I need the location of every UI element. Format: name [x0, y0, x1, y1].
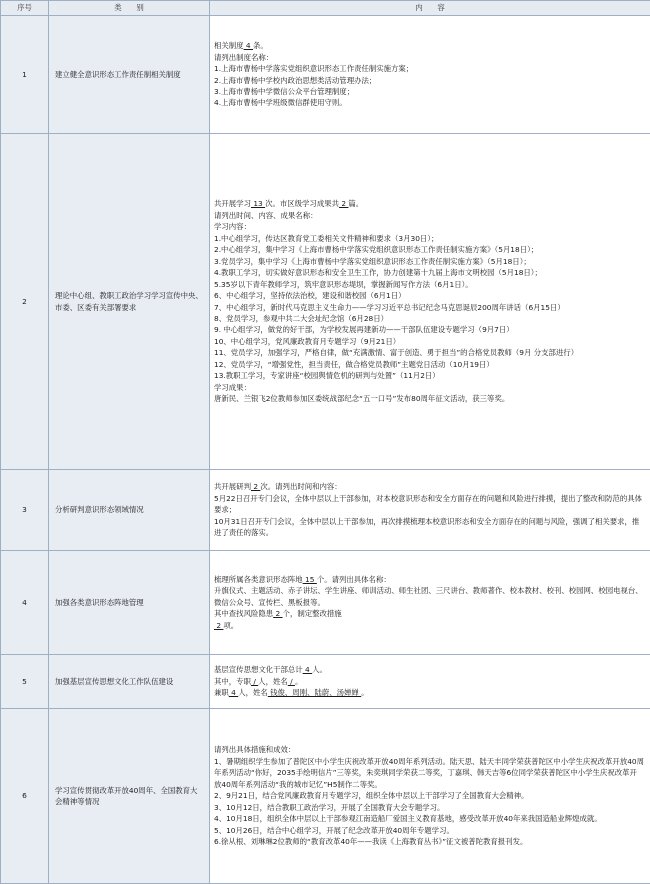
line-text: 梳理所属各类意识形态阵地	[214, 575, 303, 584]
content-line: 唐新民、兰银飞2位教师参加区委统战部纪念“五一口号”发布80周年征文活动，获三等奖。	[214, 393, 644, 404]
row-number: 4	[1, 551, 49, 655]
row-category: 分析研判意识形态领域情况	[49, 470, 210, 551]
line-text: 项。	[223, 621, 238, 630]
row-number: 1	[1, 16, 49, 134]
row-number: 5	[1, 655, 49, 709]
table-row	[1, 16, 650, 134]
line-text: 个。请列出具体名称：	[317, 575, 391, 584]
line-text: 人。	[312, 665, 327, 674]
content-line: 2、9月21日，结合党风廉政教育月专题学习，组织全体中层以上干部学习了全国教育大会精神。	[214, 790, 644, 801]
table-row	[1, 655, 650, 709]
table-row	[1, 470, 650, 551]
line-text: 共开展学习	[214, 199, 251, 208]
content-line: 3.党员学习，集中学习《上海市曹杨中学落实党组织意识形态工作责任制实施方案》（5月18日）；	[214, 256, 644, 267]
filled-value: 4	[229, 688, 238, 697]
filled-value: 钱俊、周刚、陆蔚、汤婵婵	[268, 688, 361, 697]
content-line	[214, 664, 644, 675]
table-row	[1, 709, 650, 884]
content-line: 3、10月12日，结合教职工政治学习，开展了全国教育大会专题学习。	[214, 802, 644, 813]
content-line	[214, 198, 644, 209]
line-text: 。	[361, 688, 368, 697]
line-text: 。	[295, 677, 302, 686]
line-text: 相关制度	[214, 41, 244, 50]
content-line: 8、党员学习，参观中共二大会址纪念馆（6月28日）	[214, 313, 644, 324]
content-line: 9. 中心组学习，做党的好干部，为学校发展再建新功——干部队伍建设专题学习（9月7日）	[214, 324, 644, 335]
filled-value: /	[288, 677, 295, 686]
row-number: 3	[1, 470, 49, 551]
row-category: 加强基层宣传思想文化工作队伍建设	[49, 655, 210, 709]
filled-value: 4	[244, 41, 253, 50]
table-row	[1, 134, 650, 470]
filled-value: 4	[303, 665, 312, 674]
content-line: 学习内容：	[214, 221, 644, 232]
table-row	[1, 551, 650, 655]
row-content	[210, 709, 650, 884]
content-line: 学习成果：	[214, 382, 644, 393]
content-line: 4、10月18日，组织全体中层以上干部参观江南造船厂爱国主义教育基地，感受改革开放40年来我国造船业辉煌成就。	[214, 813, 644, 824]
content-line	[214, 676, 644, 687]
content-line: 5.35岁以下青年教师学习，筑牢意识形态堤坝，掌握新闻写作方法（6月1日）。	[214, 279, 644, 290]
line-text: 条。	[253, 41, 268, 50]
line-text: 其中查找风险隐患	[214, 609, 273, 618]
filled-value: 2	[273, 609, 282, 618]
content-line: 3.上海市曹杨中学微信公众平台管理制度；	[214, 86, 644, 97]
header-row	[1, 1, 650, 16]
content-line	[214, 40, 644, 51]
line-text: 次。市区级学习成果共	[265, 199, 339, 208]
filled-value: 15	[303, 575, 317, 584]
row-number: 2	[1, 134, 49, 470]
line-text: 兼职	[214, 688, 229, 697]
content-line: 10、中心组学习，党风廉政教育月专题学习（9月21日）	[214, 336, 644, 347]
content-line: 12、党员学习，“增强党性，担当责任，做合格党员教师”主题党日活动（10月19日）	[214, 359, 644, 370]
line-text: 基层宣传思想文化干部总计	[214, 665, 303, 674]
content-line: 6.徐从根、刘琳琳2位教师的“教育改革40年——我读《上海教育丛书》”征文被普陀教育报刊发。	[214, 836, 644, 847]
content-line: 1、暑期组织学生参加了普陀区中小学生庆祝改革开放40周年系列活动。陆天思、陆天丰同学荣获普陀区中小学生庆祝改革开放40周年系列活动“你好，2035手绘明信片”三等奖，朱奕琪同学荣获二等奖，丁嘉琪、韩天吉等6位同学荣获普陀区中小学生庆祝改革开放40周年系列活动“我的城市记忆”H5制作二等奖。	[214, 756, 644, 790]
content-line: 2.中心组学习，集中学习《上海市曹杨中学落实党组织意识形态工作责任制实施方案》（5月18日）；	[214, 244, 644, 255]
filled-value: /	[251, 677, 258, 686]
content-line: 5月22日召开专门会议，全体中层以上干部参加，对本校意识形态和安全方面存在的问题和风险进行排摸，提出了整改和防范的具体要求；	[214, 493, 644, 516]
content-line	[214, 687, 644, 698]
content-line: 10月31日召开专门会议，全体中层以上干部参加，再次排摸梳理本校意识形态和安全方面存在的问题与风险，强调了相关要求，推进了责任的落实。	[214, 516, 644, 539]
line-text: 篇。	[348, 199, 363, 208]
filled-value: 2	[251, 482, 260, 491]
content-line: 2.上海市曹杨中学校内政治思想类活动管理办法；	[214, 75, 644, 86]
header-no: 序号	[1, 1, 49, 16]
header-content: 内 容	[210, 1, 650, 16]
row-category: 加强各类意识形态阵地管理	[49, 551, 210, 655]
content-line: 4.上海市曹杨中学班级微信群使用守则。	[214, 97, 644, 108]
content-line: 1.上海市曹杨中学落实党组织意识形态工作责任制实施方案；	[214, 63, 644, 74]
line-text: 共开展研判	[214, 482, 251, 491]
content-line: 13.教职工学习，专家讲座“校园舆情危机的研判与处置”（11月2日）	[214, 370, 644, 381]
content-line: 1.中心组学习，传达区教育党工委相关文件精神和要求（3月30日）；	[214, 233, 644, 244]
content-line: 7、中心组学习，新时代马克思主义生命力——学习习近平总书记纪念马克思诞辰200周年讲话（6月15日）	[214, 302, 644, 313]
content-line: 11、党员学习，加强学习，严格自律，做“充满激情、富于创造、勇于担当”的合格党员教师（9月 分支部进行）	[214, 347, 644, 358]
line-text: 人，姓名	[258, 677, 288, 686]
content-line: 请列出具体措施和成效：	[214, 744, 644, 755]
filled-value: 2	[214, 621, 223, 630]
content-line: 请列出时间、内容、成果名称：	[214, 210, 644, 221]
content-line: 4.教职工学习，切实做好意识形态和安全卫生工作，协力创建第十九届上海市文明校园（5月18日）；	[214, 267, 644, 278]
line-text: 其中，专职	[214, 677, 251, 686]
content-line	[214, 620, 644, 631]
row-number: 6	[1, 709, 49, 884]
content-line	[214, 608, 644, 619]
filled-value: 2	[339, 199, 348, 208]
content-line	[214, 481, 644, 492]
line-text: 个，制定整改措施	[283, 609, 342, 618]
content-line: 升旗仪式、主题活动、赤子讲坛、学生讲座、师训活动、师生社团、三尺讲台、教师著作、校本教材、校刊、校园网、校园电视台、微信公众号、宣传栏、黑板报等。	[214, 585, 644, 608]
filled-value: 13	[251, 199, 265, 208]
content-line: 6、中心组学习，坚持依法治校，建设和谐校园（6月1日）	[214, 290, 644, 301]
row-content	[210, 134, 650, 470]
row-content	[210, 551, 650, 655]
row-category: 学习宣传贯彻改革开放40周年、全国教育大会精神等情况	[49, 709, 210, 884]
row-content	[210, 16, 650, 134]
row-content	[210, 470, 650, 551]
row-category: 建立健全意识形态工作责任制相关制度	[49, 16, 210, 134]
content-line: 5、10月26日，结合中心组学习，开展了纪念改革开放40周年专题学习。	[214, 825, 644, 836]
content-line: 请列出制度名称：	[214, 52, 644, 63]
line-text: 次。请列出时间和内容：	[260, 482, 341, 491]
row-content	[210, 655, 650, 709]
content-line	[214, 574, 644, 585]
row-category: 理论中心组、教职工政治学习学习宣传中央、市委、区委有关部署要求	[49, 134, 210, 470]
line-text: 人，姓名	[238, 688, 268, 697]
header-category: 类 别	[49, 1, 210, 16]
